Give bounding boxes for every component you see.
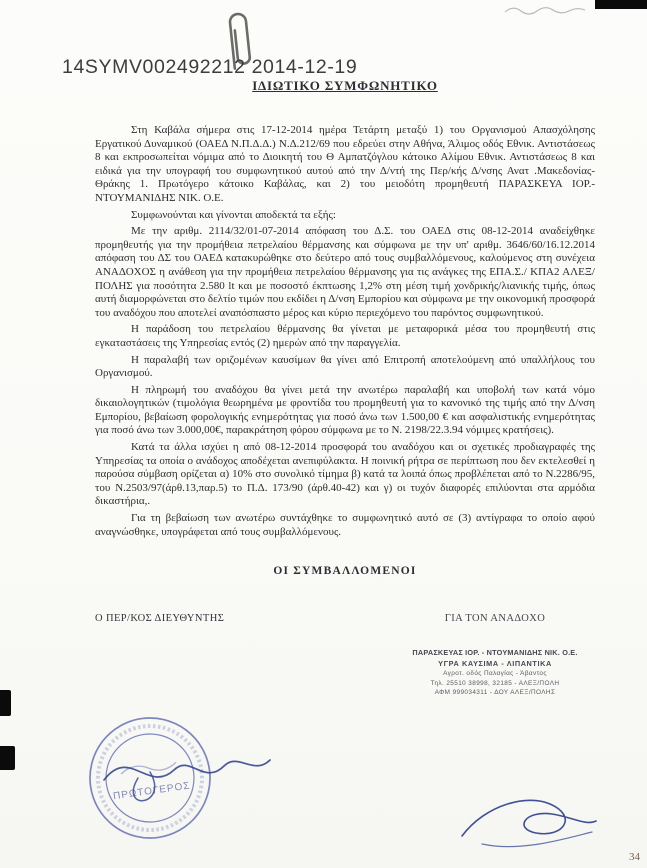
signatory-left: [95, 613, 255, 624]
paragraph: Στη Καβάλα σήμερα στις 17-12-2014 ημέρα Τετάρτη μεταξύ 1) του Οργανισμού Απασχόλησης Εργατικού Δυναμικού (ΟΑΕΔ Ν.Π.Δ.Δ.) Ν.Δ.212/69 που εδρεύει στην Αθήνα, Άλιμος οδός Εθνικ. Αντιστάσεως 8 και εκπροσωπείται νόμιμα από το Διοικητή του Θ Αμπατζόγλου κάτοικο Αλίμου Εθνικ. Αντιστάσεως 8 και ειδικά για την υπογραφή του συμφωνητικού αυτού από την Δ/ντή της Περ/κής Δ/νσης Ανατ .Μακεδονίας-Θράκης 1. Πρωτόγερο κάτοικο Καβάλας, και 2) του μειοδότη προμηθευτή ΠΑΡΑΣΚΕΥΑ ΙΟΡ.-ΝΤΟΥΜΑΝΙΔΗΣ ΝΙΚ. Ο.Ε.: [95, 124, 595, 204]
stamp-line-company: ΠΑΡΑΣΚΕΥΑΣ ΙΟΡ. - ΝΤΟΥΜΑΝΙΔΗΣ ΝΙΚ. Ο.Ε.: [412, 648, 578, 658]
supplier-signature: [452, 788, 602, 858]
stamp-line-vat: ΑΦΜ 999034311 - ΔΟΥ ΑΛΕΞ/ΠΟΛΗΣ: [434, 688, 556, 696]
supplier-stamp: [395, 648, 595, 697]
paragraph: Για τη βεβαίωση των ανωτέρω συντάχθηκε το συμφωνητικό αυτό σε (3) αντίγραφα το οποίο αφού αναγνώσθηκε, υπογράφεται από τους συμβαλλόμενους.: [95, 512, 595, 538]
stamp-line-business: ΥΓΡΑ ΚΑΥΣΙΜΑ - ΛΙΠΑΝΤΙΚΑ: [438, 658, 552, 668]
signatory-right: [395, 613, 595, 697]
right-signatory-title: ΓΙΑ ΤΟΝ ΑΝΑΔΟΧΟ: [444, 613, 546, 625]
director-signature: [92, 732, 282, 817]
paragraph: Με την αριθμ. 2114/32/01-07-2014 απόφαση του Δ.Σ. του ΟΑΕΔ στις 08-12-2014 αναδείχθηκε προμηθευτής για την προμήθεια πετρελαίου θέρμανσης και σύμφωνα με την υπ' αριθμ. 3646/60/16.12.2014 απόφαση του ΔΣ του ΟΑΕΔ κατακυρώθηκε στο δεύτερο από τους συμβαλλόμενους, καλούμενος στη συνέχεια ΑΝΑΔΟΧΟΣ η ανάθεση για την προμήθεια πετρελαίου θέρμανσης για τις ανάγκες της ΕΠΑ.Σ./ ΚΠΑ2 ΑΛΕΞ/ΠΟΛΗΣ για ποσότητα 2.580 lt και με ποσοστό έκπτωσης 1,2% στη μέση τιμή χονδρικής/λιανικής τιμής, όπως αυτή διαμορφώνεται στο δελτίο τιμών που εκδίδει η Δ/νση Εμπορίου και σύμφωνα με την οικονομική προσφορά του αναδόχου που αποτελεί αναπόσπαστο μέρος και κύριο περιεχόμενο του παρόντος συμφωνητικού.: [95, 225, 595, 319]
stamp-line-address: Αγροτ. οδός Παλαγίας - Άβαντος: [443, 670, 547, 678]
paragraph: Συμφωνούνται και γίνονται αποδεκτά τα εξής:: [131, 208, 336, 221]
stamp-line-phone: Τηλ. 25510 38998, 32185 - ΑΛΕΞ/ΠΟΛΗ: [430, 679, 560, 687]
document-body: [95, 78, 595, 697]
scan-artifact-left-2: [0, 746, 15, 770]
pencil-scribble: [503, 2, 593, 18]
paragraph: Η παραλαβή των οριζομένων καυσίμων θα γίνει από Επιτροπή αποτελούμενη από υπαλλήλους του Οργανισμού.: [95, 353, 595, 380]
scan-artifact-top-right: [595, 0, 647, 9]
parties-heading: ΟΙ ΣΥΜΒΑΛΛΟΜΕΝΟΙ: [273, 565, 417, 578]
signature-row: [95, 613, 595, 697]
paragraph: Η παράδοση του πετρελαίου θέρμανσης θα γίνεται με μεταφορικά μέσα του προμηθευτή στις εγκαταστάσεις της Υπηρεσίας εντός (2) ημερών από την παραγγελία.: [95, 323, 595, 349]
scan-artifact-left-1: [0, 690, 11, 716]
document-title: ΙΔΙΩΤΙΚΟ ΣΥΜΦΩΝΗΤΙΚΟ: [252, 78, 438, 93]
registry-code: 14SYMV002492212 2014-12-19: [62, 56, 358, 78]
page-number: 34: [629, 851, 640, 863]
paragraph: Κατά τα άλλα ισχύει η από 08-12-2014 προσφορά του αναδόχου και οι σχετικές προδιαγραφές της Υπηρεσίας τα οποία ο ανάδοχος αποδέχεται ανεπιφύλακτα. Η ποινική ρήτρα σε περίπτωση που δεν εκτελεσθεί η παρούσα σύμβαση ορίζεται α) 10% στο συνολικό τίμημα β) κατά τα λοιπά όπως προβλέπεται από το Ν.2286/95, του Ν.2503/97(άρθ.13,παρ.5) το Π.Δ. 173/90 (άρθ.40-42) και γ) οι τυχόν διαφορές επιλύονται στα αρμόδια δικαστήρια,.: [95, 441, 595, 508]
stamp-name: ΠΡΩΤΟΓΕΡΟΣ: [112, 780, 192, 803]
left-signatory-title: Ο ΠΕΡ/ΚΟΣ ΔΙΕΥΘΥΝΤΗΣ: [95, 613, 225, 625]
paragraph: Η πληρωμή του αναδόχου θα γίνει μετά την ανωτέρω παραλαβή και υποβολή των κατά νόμο δικαιολογητικών (τιμολόγια θεωρημένα με φροντίδα του προμηθευτή για το κανονικό της τιμής από την Δ/νση Εμπορίου, βεβαίωση φορολογικής ενημερότητας για ποσό άνω των 1.500,00 € και ασφαλιστικής ενημερότητας για ποσό άνω των 3.000,00€, παρακράτηση φόρου σύμφωνα με το Ν. 2198/22.3.94 νόμιμες κρατήσεις).: [95, 383, 595, 437]
